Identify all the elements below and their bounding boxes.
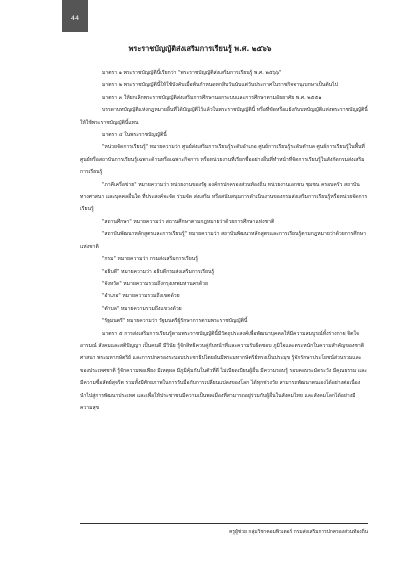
paragraph-section-4: มาตรา ๔ ในพระราชบัญญัตินี้ <box>102 132 167 139</box>
definition-minister: "รัฐมนตรี" หมายความว่า รัฐมนตรีผู้รักษาการตามพระราชบัญญัตินี้ <box>102 318 248 325</box>
paragraph-section-2: มาตรา ๒ พระราชบัญญัตินี้ให้ใช้บังคับเมื่อพ้นกำหนดหกสิบวันนับแต่วันประกาศในราชกิจจานุเบกษาเป็นต้นไป <box>102 82 338 89</box>
document-body <box>80 67 368 414</box>
footer-divider <box>80 523 368 524</box>
definition-department: "กรม" หมายความว่า กรมส่งเสริมการเรียนรู้ <box>102 256 198 263</box>
definition-educational-institution: "สถานศึกษา" หมายความว่า สถานศึกษาตามกฎหมายว่าด้วยการศึกษาแห่งชาติ <box>102 218 275 225</box>
definition-network-partner: "ภาคีเครือข่าย" หมายความว่า หน่วยงานของรัฐ องค์กรปกครองส่วนท้องถิ่น หน่วยงานเอกชน ชุมชน ครอบครัว สถาบันทางศาสนา และบุคคลอื่นใด ที่ประสงค์จะจัด ร่วมจัด ส่งเสริม หรือสนับสนุนการดำเนินงานของกรมส่งเสริมการเรียนรู้หรือหน่วยจัดการเรียนรู้ <box>80 181 368 213</box>
definition-learning-unit: "หน่วยจัดการเรียนรู้" หมายความว่า ศูนย์ส่งเสริมการเรียนรู้ระดับอำเภอ ศูนย์การเรียนรู้ระดับตำบล ศูนย์การเรียนรู้ในพื้นที่ ศูนย์หรือสถาบันการเรียนรู้เฉพาะด้านหรือเฉพาะกิจการ หรือหน่วยงานที่เรียกชื่ออย่างอื่นที่ทำหน้าที่จัดการเรียนรู้ในสังกัดกรมส่งเสริมการเรียนรู้ <box>80 144 365 176</box>
paragraph-section-1: มาตรา ๑ พระราชบัญญัตินี้เรียกว่า "พระราชบัญญัติส่งเสริมการเรียนรู้ พ.ศ. ๒๕๖๖" <box>102 70 282 76</box>
page-number: 44 <box>70 14 80 22</box>
page-footer: ครูผู้ช่วย กลุ่มวิชาคอมพิวเตอร์ กรมส่งเสริมการปกครองส่วนท้องถิ่น <box>229 529 368 535</box>
page-number-tab <box>62 0 88 32</box>
definition-district: "อำเภอ" หมายความรวมถึงเขตด้วย <box>102 293 180 300</box>
document-title: พระราชบัญญัติส่งเสริมการเรียนรู้ พ.ศ. ๒๕๖๖ <box>128 44 272 53</box>
paragraph-section-3-cont: บรรดาบทบัญญัติแห่งกฎหมายอื่นที่ได้บัญญัติไว้แล้วในพระราชบัญญัตินี้ หรือที่ขัดหรือแย้งกับบทบัญญัติแห่งพระราชบัญญัตินี้ ให้ใช้พระราชบัญญัตินี้แทน <box>80 107 368 126</box>
definition-curriculum-institute: "สถาบันพัฒนาหลักสูตรและการเรียนรู้" หมายความว่า สถาบันพัฒนาหลักสูตรและการเรียนรู้ตามกฎหมายว่าด้วยการศึกษาแห่งชาติ <box>80 231 366 250</box>
definition-province: "จังหวัด" หมายความรวมถึงกรุงเทพมหานครด้วย <box>102 280 208 287</box>
definition-subdistrict: "ตำบล" หมายความรวมถึงแขวงด้วย <box>102 305 182 312</box>
paragraph-section-3: มาตรา ๓ ให้ยกเลิกพระราชบัญญัติส่งเสริมการศึกษานอกระบบและการศึกษาตามอัธยาศัย พ.ศ. ๒๕๕๑ <box>102 94 322 101</box>
paragraph-section-5: มาตรา ๕ การส่งเสริมการเรียนรู้ตามพระราชบัญญัตินี้มีวัตถุประสงค์เพื่อพัฒนาบุคคลให้มีความสมบูรณ์ทั้งร่างกาย จิตใจ อารมณ์ สังคมและสติปัญญา เป็นคนดี มีวินัย รู้จักสิทธิควบคู่กับหน้าที่และความรับผิดชอบ ภูมิใจและตระหนักในความสำคัญของชาติ ศาสนา พระมหากษัตริย์ และการปกครองระบอบประชาธิปไตยอันมีพระมหากษัตริย์ทรงเป็นประมุข รู้จักรักษาประโยชน์ส่วนรวมและของประเทศชาติ รู้จักความพอเพียง มีเหตุผล มีภูมิคุ้มกันในตัวที่ดี ไม่เบียดเบียนผู้อื่น มีความรอบรู้ รอบคอบระมัดระวัง มีคุณธรรม และมีความซื่อสัตย์สุจริต รวมทั้งมีศักยภาพในการรับมือกับการเปลี่ยนแปลงของโลก ได้ทุกช่วงวัย สามารถพัฒนาตนเองได้อย่างต่อเนื่อง นำไปสู่การพัฒนาประเทศ และเพื่อให้ประชาชนมีความเป็นพลเมืองที่สามารถอยู่ร่วมกับผู้อื่นในสังคมไทย และสังคมโลกได้อย่างมีความสุข <box>80 330 368 411</box>
definition-director-general: "อธิบดี" หมายความว่า อธิบดีกรมส่งเสริมการเรียนรู้ <box>102 268 215 275</box>
